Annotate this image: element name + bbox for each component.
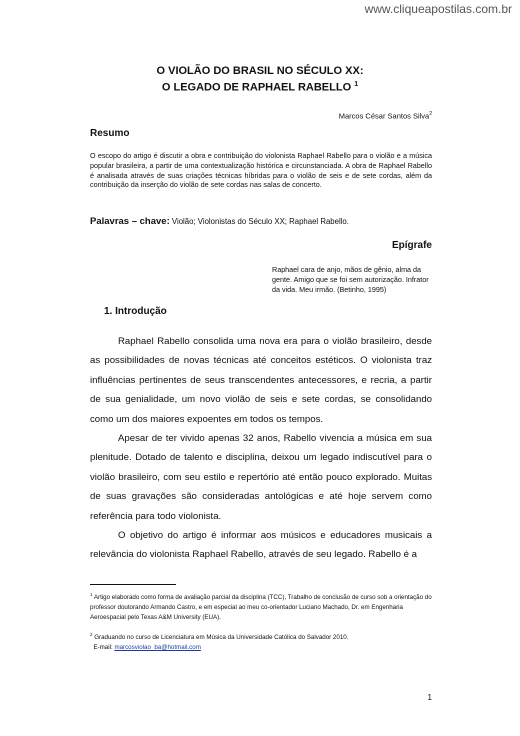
author-line: [339, 111, 432, 121]
email-label: E-mail:: [93, 643, 115, 651]
article-title: [60, 64, 460, 95]
title-footnote-ref[interactable]: 1: [354, 81, 359, 88]
footnote-2-email: [90, 643, 436, 653]
abstract-heading: Resumo: [90, 128, 130, 139]
footnote-1-text: Artigo elaborado como forma de avaliação parcial da disciplina (TCC), Trabalho de conclusão de curso sob a orientação do professor doutorando Armando Castro, e em especial ao meu co-orientador Luciano Machado, Dr. em Engenharia Aeroespacial pelo Texas A&M University (EUA).: [90, 594, 432, 622]
page-number: 1: [427, 693, 432, 702]
epigraph-text: Raphael cara de anjo, mãos de gênio, alma da gente. Amigo que se foi sem autorização. Infrator da vida. Meu irmão. (Betinho, 1995): [272, 265, 429, 294]
abstract-text: O escopo do artigo é discutir a obra e contribuição do violonista Raphael Rabello para o violão e a música popular brasileira, a partir de uma contextualização histórica e circunstanciada. A obra de Raphael Rabello é analisada através de suas criações técnicas híbridas para o violão de seis e de sete cordas, além da contribuição da inserção do violão de sete cordas nas salas de concerto.: [90, 151, 432, 190]
footnote-2-text: Graduando no curso de Licenciatura em Música da Universidade Católica do Salvador 2010.: [92, 633, 349, 641]
footnote-2-marker: 2: [90, 631, 93, 637]
keywords-label: Palavras – chave:: [90, 216, 170, 227]
body-paragraph-3: O objetivo do artigo é informar aos músicos e educadores musicais a relevância do violonista Raphael Rabello, através de seu legado. Rabello é a: [90, 530, 432, 561]
body-paragraph-1: Raphael Rabello consolida uma nova era para o violão brasileiro, desde as possibilidades de novas técnicas até conceitos estéticos. O violonista traz influências pertinentes de seus transcendentes antecessores, e recria, a partir de sua genialidade, um novo violão de seis e sete cordas, se consolidando como um dos maiores expoentes em todos os tempos.: [90, 336, 432, 425]
keywords-text: Violão; Violonistas do Século XX; Raphael Rabello.: [169, 217, 349, 226]
footnote-1-marker: 1: [90, 592, 93, 597]
title-line-2: [60, 78, 460, 95]
keywords-line: [90, 216, 432, 227]
author-name: Marcos César Santos Silva: [338, 111, 430, 121]
footnotes: [90, 590, 436, 653]
author-footnote-ref[interactable]: 2: [429, 111, 432, 117]
footnote-1: [90, 590, 436, 624]
introduction-heading: 1. Introdução: [104, 306, 167, 317]
introduction-body: [90, 332, 432, 565]
footnote-divider: [90, 584, 176, 585]
footnote-2: [90, 630, 436, 643]
body-paragraph-2: Apesar de ter vivido apenas 32 anos, Rabello vivencia a música em sua plenitude. Dotado de talento e disciplina, deixou um legado indiscutível para o violão brasileiro, com seu estilo e repertório até então pouco explorado. Muitas de suas gravações são consideradas antológicas e até hoje servem como referência para todo violonista.: [90, 433, 432, 522]
site-watermark: www.cliqueapostilas.com.br: [364, 2, 512, 16]
title-line-1: O VIOLÃO DO BRASIL NO SÉCULO XX:: [156, 65, 364, 77]
epigraph-heading: Epígrafe: [391, 240, 432, 251]
title-line-2-text: O LEGADO DE RAPHAEL RABELLO: [161, 81, 352, 94]
email-link[interactable]: marcosviolao_ba@hotmail.com: [114, 643, 201, 651]
